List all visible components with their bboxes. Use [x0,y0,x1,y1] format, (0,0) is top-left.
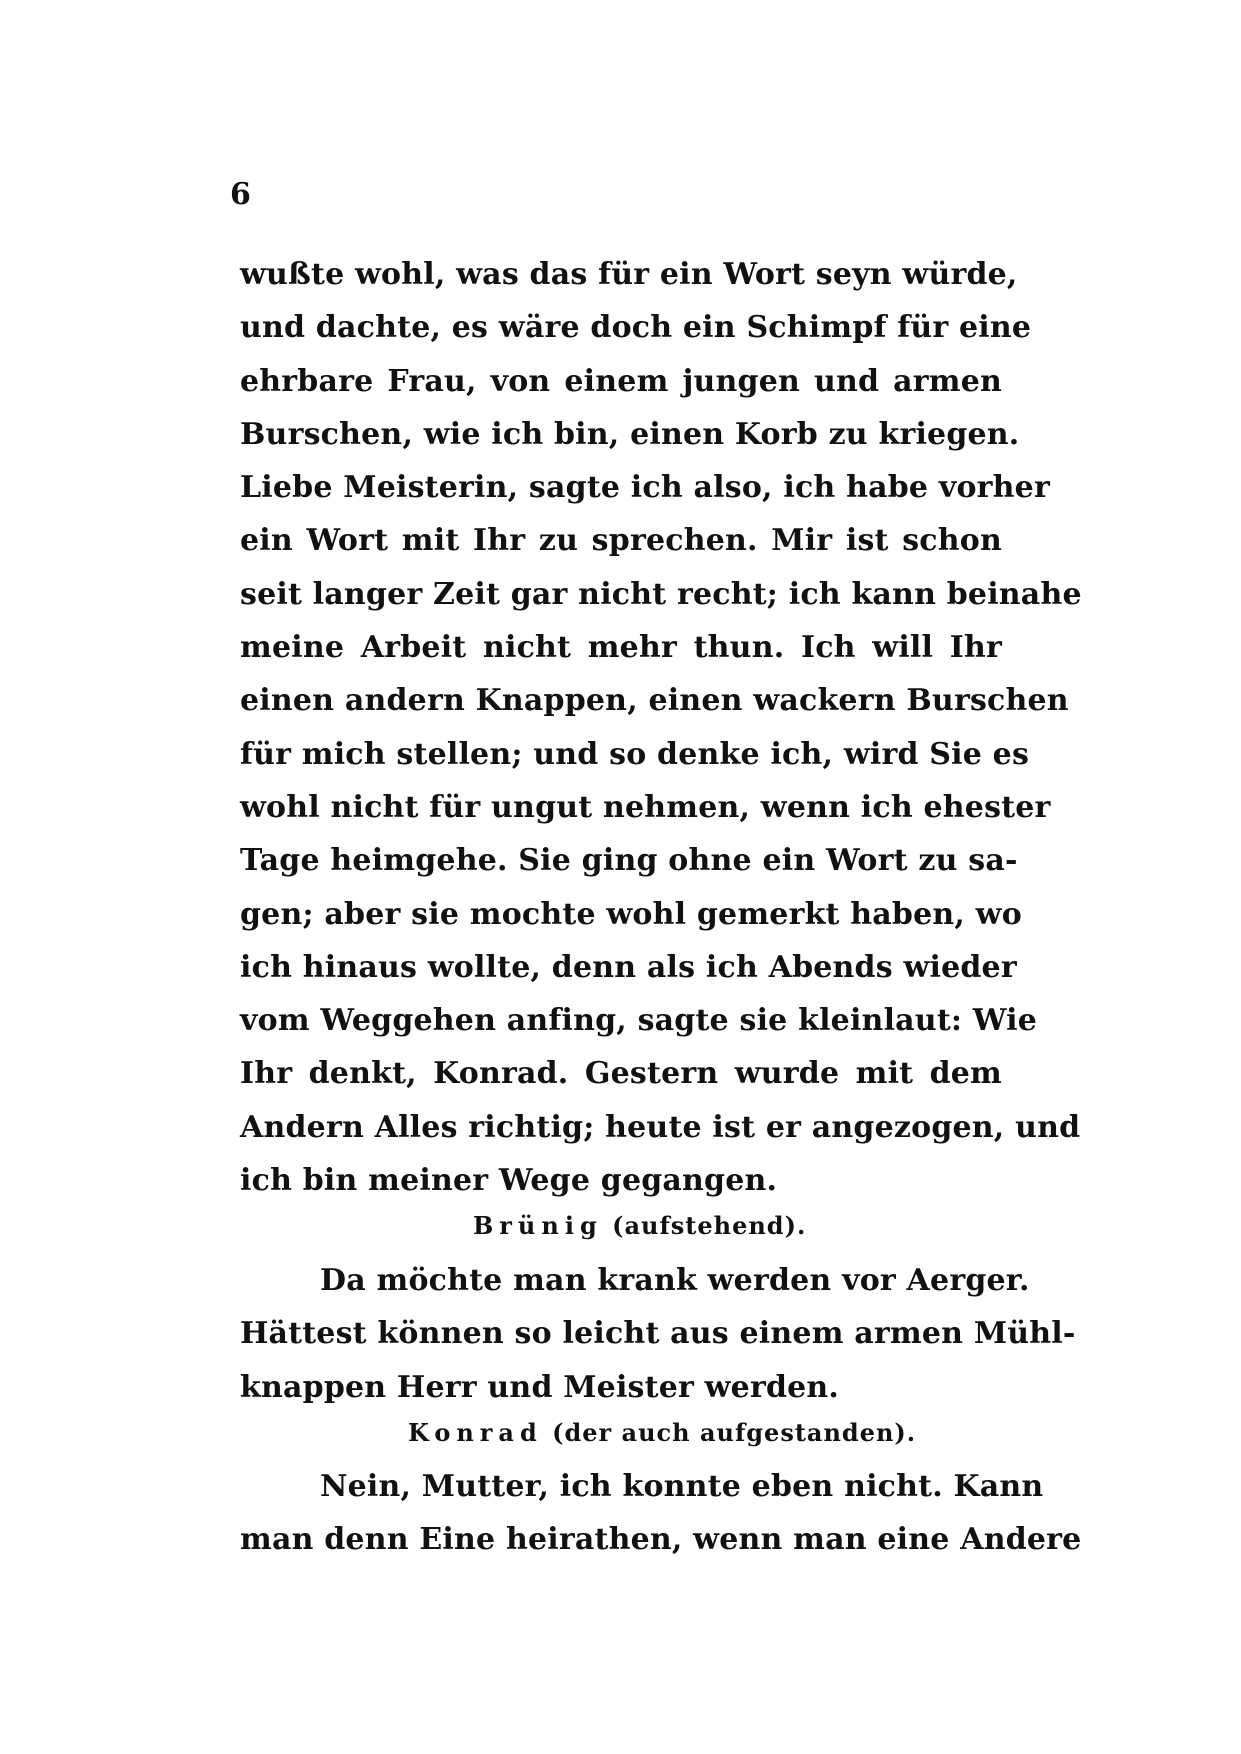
speaker-heading-konrad [408,1418,917,1447]
text-line: Tage heimgehe. Sie ging ohne ein Wort zu sa- [240,843,1018,879]
text-line: ein Wort mit Ihr zu sprechen. Mir ist schon [240,523,1002,559]
text-line: wußte wohl, was das für ein Wort seyn würde, [240,257,1018,292]
text-line: wohl nicht für ungut nehmen, wenn ich ehester [240,789,1051,825]
text-line: Andern Alles richtig; heute ist er angezogen, und [240,1109,1081,1145]
text-line: Ihr denkt, Konrad. Gestern wurde mit dem [240,1056,1002,1092]
speaker-name: Brünig [473,1211,603,1240]
page-number: 6 [230,177,251,212]
speaker-name: Konrad [408,1418,543,1447]
text-line: Burschen, wie ich bin, einen Korb zu kriegen. [240,416,1020,452]
text-line: Hättest können so leicht aus einem armen Mühl- [240,1316,1076,1352]
text-line: gen; aber sie mochte wohl gemerkt haben, wo [240,896,1022,932]
text-line: Nein, Mutter, ich konnte eben nicht. Kann [320,1469,1044,1504]
text-line: Liebe Meisterin, sagte ich also, ich habe vorher [240,470,1050,506]
text-line: seit langer Zeit gar nicht recht; ich kann beinahe [240,576,1082,612]
text-line: und dachte, es wäre doch ein Schimpf für eine [240,310,1032,346]
text-line: ehrbare Frau, von einem jungen und armen [240,363,1002,399]
stage-direction: (der auch aufgestanden). [552,1418,917,1447]
text-line: vom Weggehen anfing, sagte sie kleinlaut: Wie [240,1003,1038,1039]
paragraph-1 [240,248,1082,1207]
paragraph-3 [240,1460,1082,1567]
text-line: knappen Herr und Meister werden. [240,1369,840,1405]
speaker-heading-bruenig [473,1211,807,1240]
paragraph-2 [240,1254,1076,1414]
text-line: ich hinaus wollte, denn als ich Abends wieder [240,949,1017,985]
text-line: Da möchte man krank werden vor Aerger. [320,1263,1030,1298]
text-line: man denn Eine heirathen, wenn man eine Andere [240,1522,1082,1558]
stage-direction: (aufstehend). [612,1211,807,1240]
text-line: ich bin meiner Wege gegangen. [240,1163,778,1199]
text-line: einen andern Knappen, einen wackern Burschen [240,683,1069,719]
text-line: für mich stellen; und so denke ich, wird Sie es [240,736,1030,772]
text-line: meine Arbeit nicht mehr thun. Ich will Ihr [240,630,1002,666]
